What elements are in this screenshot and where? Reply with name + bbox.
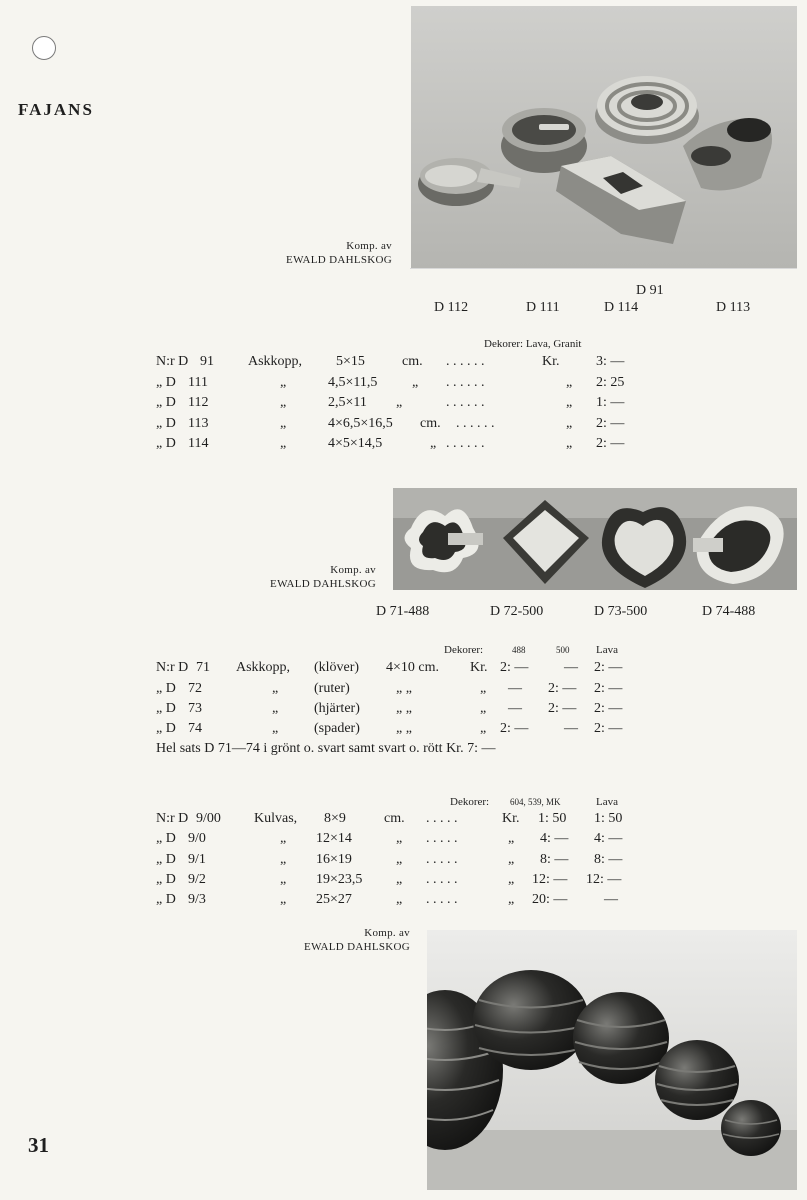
price-row: „ D 73 „ (hjärter) „ „ „ — 2: — 2: — [156,701,623,716]
photo-label: D 91 [636,283,664,298]
photo-label: D 114 [604,300,639,315]
price-row: N:r D 91 Askkopp, 5×15 cm. . . . . . . Kr. 3: — [156,354,625,369]
decor-header: Dekorer: Lava, Granit [484,338,582,350]
price-row: „ D 72 „ (ruter) „ „ „ — 2: — 2: — [156,681,623,696]
price-row: N:r D 71 Askkopp, (klöver) 4×10 cm. Kr. 2: — — 2: — [156,660,623,675]
section-title: FAJANS [18,100,94,119]
price-row: N:r D 9/00 Kulvas, 8×9 cm. . . . . . Kr. 1: 50 1: 50 [156,811,623,826]
price-row: „ D 114 „ 4×5×14,5 „ . . . . . . „ 2: — [156,436,625,451]
price-row: „ D 112 „ 2,5×11 „ . . . . . . „ 1: — [156,395,625,410]
vase-photo [427,930,797,1190]
price-row: „ D 9/2 „ 19×23,5 „ . . . . . „ 12: — 12: — [156,872,622,887]
credit-line-2: EWALD DAHLSKOG [304,941,410,953]
price-row: „ D 74 „ (spader) „ „ „ 2: — — 2: — [156,721,623,736]
photo-label: D 111 [526,300,560,315]
photo-label: D 113 [716,300,751,315]
set-line: Hel sats D 71—74 i grönt o. svart samt svart o. rött Kr. 7: — [156,741,496,756]
price-row: „ D 111 „ 4,5×11,5 „ . . . . . . „ 2: 25 [156,375,625,390]
price-row: „ D 9/0 „ 12×14 „ . . . . . „ 4: — 4: — [156,831,623,846]
photo-label: D 74-488 [702,604,756,619]
credit-line-2: EWALD DAHLSKOG [270,578,376,590]
photo-label: D 112 [434,300,469,315]
price-row: „ D 9/3 „ 25×27 „ . . . . . „ 20: — — [156,892,618,907]
credit-line-2: EWALD DAHLSKOG [286,254,392,266]
decor-header: Dekorer: 604, 539, MK Lava [450,796,618,808]
binder-hole [32,36,56,60]
cardsuit-credit [214,563,376,591]
page-edge-rule [410,268,797,269]
decor-header: Dekorer: 488 500 Lava [444,644,618,656]
page-number: 31 [28,1133,49,1157]
credit-line-1: Komp. av [346,240,392,252]
photo-label: D 73-500 [594,604,648,619]
credit-line-1: Komp. av [330,564,376,576]
photo-label: D 71-488 [376,604,430,619]
cardsuit-photo [393,488,797,590]
ashtray-credit [230,239,392,267]
photo-label: D 72-500 [490,604,544,619]
price-row: „ D 9/1 „ 16×19 „ . . . . . „ 8: — 8: — [156,852,623,867]
ashtray-photo [411,6,797,268]
vase-credit [248,926,410,954]
price-row: „ D 113 „ 4×6,5×16,5 cm. . . . . . . „ 2: — [156,416,625,431]
credit-line-1: Komp. av [364,927,410,939]
